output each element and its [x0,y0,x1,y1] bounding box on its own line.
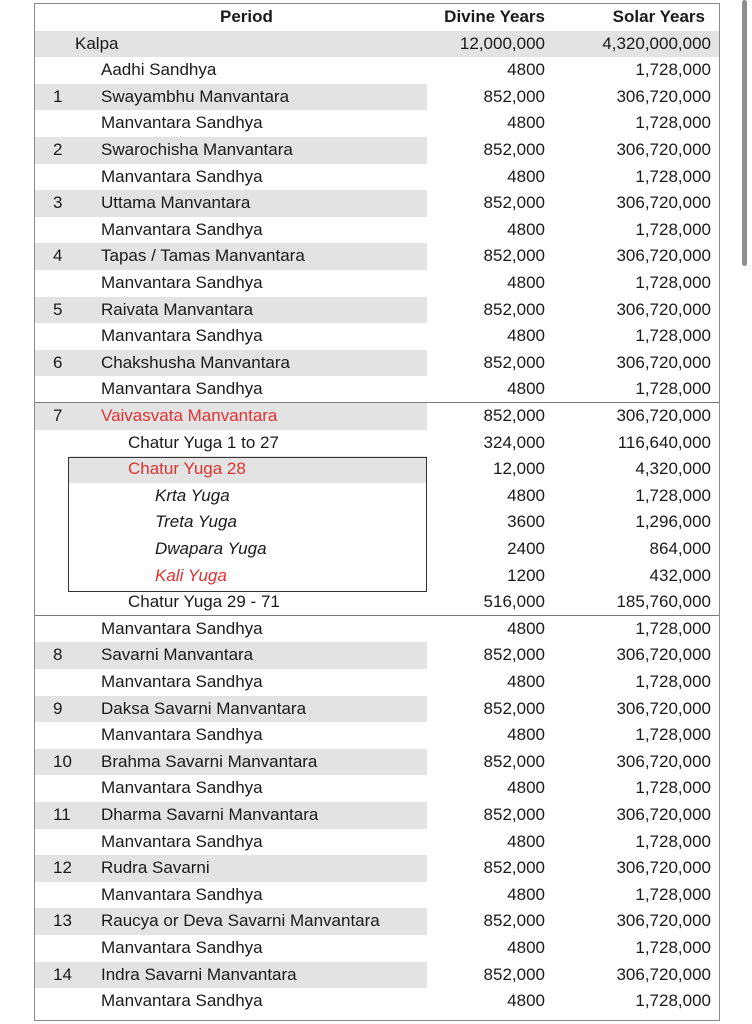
divine-years-value: 324,000 [483,432,545,452]
divine-years-value: 852,000 [483,140,545,159]
section-divider [35,402,719,403]
row-number [53,323,83,350]
solar-years-value: 185,760,000 [616,592,711,612]
solar-years-value: 1,728,000 [635,60,711,80]
divine-years-value: 4800 [507,113,545,133]
period-label: Manvantara Sandhya [101,938,263,957]
period-label: Swayambhu Manvantara [101,86,290,106]
row-number: 7 [53,406,63,425]
row-number: 14 [53,964,72,984]
solar-years-value: 4,320,000,000 [602,33,711,53]
table-row [35,323,719,350]
yuga-table [34,3,720,1021]
solar-years-value: 1,728,000 [635,485,711,505]
solar-years-value: 306,720,000 [616,299,711,319]
divine-years-value: 852,000 [483,751,545,771]
divine-years-value: 4800 [507,273,545,292]
period-label: Chatur Yuga 28 [128,459,246,479]
divine-years-value: 852,000 [483,698,545,718]
section-divider [35,615,719,616]
table-row [35,217,719,244]
divine-years-value: 852,000 [483,911,545,931]
row-number [53,988,83,1015]
period-label: Uttama Manvantara [101,193,251,213]
period-label: Savarni Manvantara [101,645,254,665]
period-label: Raucya or Deva Savarni Manvantara [101,911,380,931]
table-row [35,243,719,270]
divine-years-value: 4800 [507,219,545,239]
period-label: Swarochisha Manvantara [101,140,293,159]
period-label: Manvantara Sandhya [101,166,263,186]
table-row [35,57,719,84]
row-number: 8 [53,645,63,665]
period-label: Kalpa [75,33,119,53]
row-number: 6 [53,352,63,372]
divine-years-value: 4800 [507,884,545,904]
chatur-yuga-28-box [68,457,427,592]
row-number [53,217,83,244]
divine-years-value: 852,000 [483,352,545,372]
divine-years-value: 4800 [507,618,545,638]
period-label: Manvantara Sandhya [101,326,263,346]
table-row [35,669,719,696]
row-number: 10 [53,751,72,771]
divine-years-value: 852,000 [483,406,545,425]
period-label: Manvantara Sandhya [101,725,263,745]
table-row [35,589,719,616]
period-header: Period [220,7,273,26]
solar-years-value: 1,728,000 [635,166,711,186]
divine-years-value: 4800 [507,938,545,957]
solar-years-value: 864,000 [649,539,711,558]
divine-years-value: 4800 [507,991,545,1011]
row-number [53,722,83,749]
divine-years-value: 4800 [507,725,545,745]
row-number [53,882,83,909]
period-label: Manvantara Sandhya [101,379,263,399]
row-number [53,829,83,856]
solar-years-value: 1,728,000 [635,725,711,745]
row-number: 2 [53,140,63,159]
divine-years-value: 852,000 [483,805,545,824]
period-label: Dharma Savarni Manvantara [101,805,319,824]
table-row [35,722,719,749]
row-number [53,669,83,696]
row-number [53,616,83,643]
divine-years-value: 4800 [507,778,545,798]
table-row [35,430,719,457]
solar-years-value: 432,000 [649,565,711,585]
scrollbar-thumb[interactable] [742,0,747,266]
period-label: Rudra Savarni [101,858,210,878]
solar-years-value: 1,728,000 [635,778,711,798]
table-row [35,164,719,191]
row-number: 11 [53,805,71,824]
divine-years-value: 4800 [507,326,545,346]
table-row [35,110,719,137]
divine-years-value: 852,000 [483,858,545,878]
solar-years-value: 1,728,000 [635,618,711,638]
solar-years-header: Solar Years [612,7,705,26]
solar-years-value: 1,728,000 [635,938,711,957]
row-number: 1 [53,86,63,106]
divine-years-value: 3600 [507,512,545,532]
solar-years-value: 306,720,000 [616,193,711,213]
row-number [53,430,83,457]
period-label: Manvantara Sandhya [101,884,263,904]
table-row [35,855,719,882]
solar-years-value: 306,720,000 [616,645,711,665]
solar-years-value: 116,640,000 [617,432,711,452]
table-row [35,403,719,430]
row-number [53,589,83,616]
period-label: Brahma Savarni Manvantara [101,751,318,771]
solar-years-value: 306,720,000 [616,698,711,718]
solar-years-value: 1,728,000 [635,831,711,851]
solar-years-value: 1,728,000 [635,273,711,292]
solar-years-value: 306,720,000 [616,246,711,266]
divine-years-header: Divine Years [444,7,545,26]
divine-years-value: 516,000 [483,592,545,612]
period-label: Manvantara Sandhya [101,113,263,133]
table-row [35,962,719,989]
table-row [35,190,719,217]
table-row [35,829,719,856]
period-label: Manvantara Sandhya [101,831,263,851]
divine-years-value: 4800 [507,166,545,186]
row-number: 3 [53,193,63,213]
solar-years-value: 306,720,000 [616,86,711,106]
period-label: Manvantara Sandhya [101,618,263,638]
table-row [35,802,719,829]
row-number [53,775,83,802]
table-row [35,270,719,297]
period-label: Indra Savarni Manvantara [101,964,297,984]
period-label: Manvantara Sandhya [101,273,263,292]
table-row [35,882,719,909]
divine-years-value: 12,000,000 [459,33,545,53]
table-row [35,642,719,669]
period-label: Manvantara Sandhya [101,219,263,239]
solar-years-value: 1,728,000 [635,991,711,1011]
table-row [35,988,719,1015]
divine-years-value: 4800 [507,672,545,691]
divine-years-value: 852,000 [483,246,545,266]
table-row [35,775,719,802]
divine-years-value: 4800 [507,485,545,505]
table-row [35,84,719,111]
table-row [35,935,719,962]
divine-years-value: 4800 [507,831,545,851]
solar-years-value: 1,728,000 [635,113,711,133]
divine-years-value: 4800 [507,379,545,399]
table-row [35,297,719,324]
period-label: Raivata Manvantara [101,299,254,319]
divine-years-value: 852,000 [483,645,545,665]
period-label: Dwapara Yuga [155,539,267,558]
period-label: Vaivasvata Manvantara [101,406,278,425]
solar-years-value: 1,728,000 [635,326,711,346]
row-number: 9 [53,698,63,718]
table-row [35,31,719,58]
table-row [35,376,719,403]
solar-years-value: 306,720,000 [616,858,711,878]
period-label: Manvantara Sandhya [101,778,263,798]
row-number: 4 [53,246,63,266]
row-number [53,110,83,137]
divine-years-value: 1200 [507,565,545,585]
divine-years-value: 852,000 [483,964,545,984]
period-label: Chatur Yuga 1 to 27 [128,432,279,452]
period-label: Krta Yuga [155,485,230,505]
solar-years-value: 306,720,000 [616,352,711,372]
header-row [35,4,719,31]
row-number: 5 [53,299,63,319]
divine-years-value: 2400 [507,539,545,558]
solar-years-value: 306,720,000 [616,140,711,159]
solar-years-value: 306,720,000 [616,805,711,824]
period-label: Aadhi Sandhya [101,60,217,80]
solar-years-value: 1,296,000 [635,512,711,532]
solar-years-value: 1,728,000 [635,672,711,691]
divine-years-value: 4800 [507,60,545,80]
period-label: Tapas / Tamas Manvantara [101,246,305,266]
row-number [53,935,83,962]
table-row [35,350,719,377]
row-shading [35,855,427,882]
row-number [53,57,83,84]
table-row [35,616,719,643]
solar-years-value: 4,320,000 [635,459,711,479]
period-label: Manvantara Sandhya [101,991,263,1011]
row-number [53,164,83,191]
table-row [35,749,719,776]
row-number: 12 [53,858,72,878]
divine-years-value: 12,000 [493,459,545,479]
solar-years-value: 306,720,000 [616,406,711,425]
solar-years-value: 1,728,000 [635,219,711,239]
row-number [53,270,83,297]
table-row [35,137,719,164]
period-label: Kali Yuga [155,565,227,585]
period-label: Daksa Savarni Manvantara [101,698,307,718]
period-label: Manvantara Sandhya [101,672,263,691]
solar-years-value: 306,720,000 [616,751,711,771]
period-label: Treta Yuga [155,512,237,532]
divine-years-value: 852,000 [483,86,545,106]
row-number [53,376,83,403]
solar-years-value: 306,720,000 [616,911,711,931]
period-label: Chakshusha Manvantara [101,352,291,372]
solar-years-value: 1,728,000 [635,884,711,904]
table-row [35,696,719,723]
solar-years-value: 306,720,000 [616,964,711,984]
row-number: 13 [53,911,72,931]
period-label: Chatur Yuga 29 - 71 [128,592,280,612]
divine-years-value: 852,000 [483,299,545,319]
table-row [35,908,719,935]
solar-years-value: 1,728,000 [635,379,711,399]
divine-years-value: 852,000 [483,193,545,213]
